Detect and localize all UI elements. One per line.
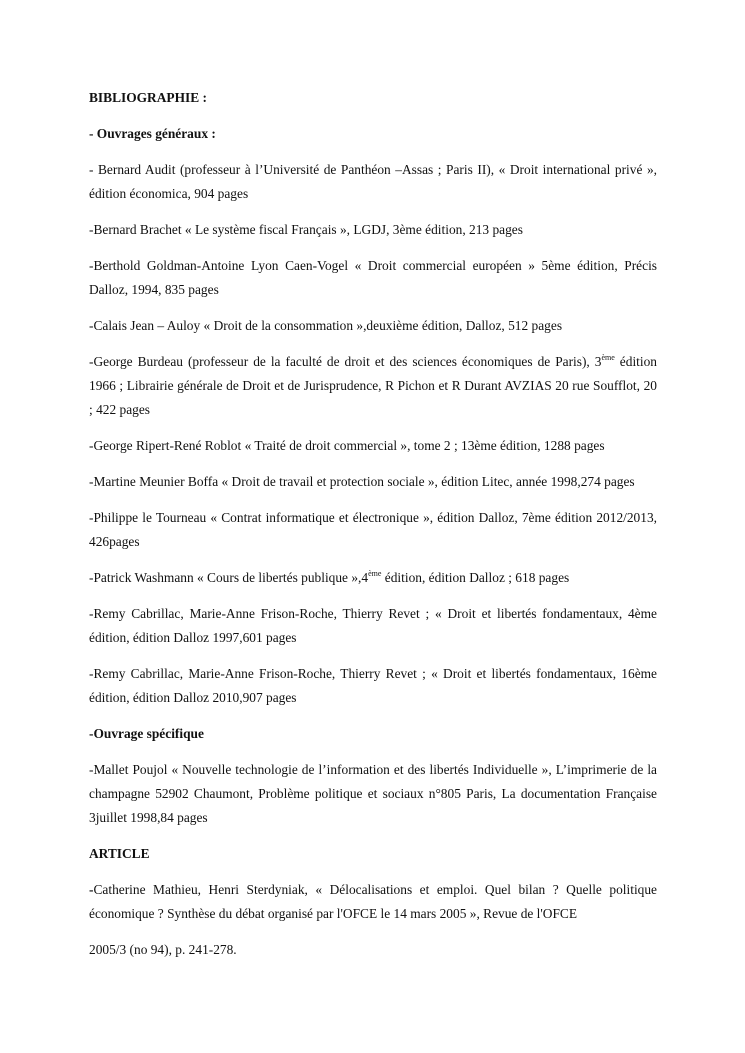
bibliography-entry: -Remy Cabrillac, Marie-Anne Frison-Roche, Thierry Revet ; « Droit et libertés fondamentaux, 4ème édition, édition Dalloz 1997,601 pages (89, 606, 657, 645)
entry-dash: - (89, 882, 94, 897)
bibliography-entry: -Philippe le Tourneau « Contrat informatique et électronique », édition Dalloz, 7ème édition 2012/2013, 426pages (89, 510, 657, 549)
bibliography-entry-article (89, 878, 657, 926)
bibliography-entry-burdeau (89, 350, 657, 422)
bibliography-entry: -Martine Meunier Boffa « Droit de travail et protection sociale », édition Litec, année 1998,274 pages (89, 474, 635, 489)
bibliography-entry: -Calais Jean – Auloy « Droit de la consommation »,deuxième édition, Dalloz, 512 pages (89, 318, 563, 333)
entry-text: Catherine Mathieu, Henri Sterdyniak, « Délocalisations et emploi. Quel bilan ? Quelle politique économique ? Synthèse du débat organisé par l'OFCE le 14 mars 2005 », Revue de l'OFCE (89, 882, 657, 921)
bibliography-entry: - Bernard Audit (professeur à l’Université de Panthéon –Assas ; Paris II), « Droit international privé », édition économica, 904 pages (89, 162, 657, 201)
bibliography-entry: -George Ripert-René Roblot « Traité de droit commercial », tome 2 ; 13ème édition, 1288 pages (89, 438, 605, 453)
entry-text: -George Burdeau (professeur de la faculté de droit et des sciences économiques de Paris), 3 (89, 354, 602, 369)
bibliography-entry-washmann (89, 566, 657, 590)
bibliography-content (89, 86, 657, 974)
bibliography-entry: -Mallet Poujol « Nouvelle technologie de l’information et des libertés Individuelle », L’imprimerie de la champagne 52902 Chaumont, Problème politique et sociaux n°805 Paris, La documentation Française 3juillet 1998,84 pages (89, 762, 657, 825)
article-source: 2005/3 (no 94), p. 241-278. (89, 942, 237, 957)
bibliography-entry: -Remy Cabrillac, Marie-Anne Frison-Roche, Thierry Revet ; « Droit et libertés fondamentaux, 16ème édition, édition Dalloz 2010,907 pages (89, 666, 657, 705)
bibliography-entry: -Berthold Goldman-Antoine Lyon Caen-Vogel « Droit commercial européen » 5ème édition, Précis Dalloz, 1994, 835 pages (89, 258, 657, 297)
section-heading-general: - Ouvrages généraux : (89, 126, 216, 141)
entry-text: édition, édition Dalloz ; 618 pages (381, 570, 570, 585)
ordinal-superscript: ème (601, 353, 615, 362)
section-heading-specific: -Ouvrage spécifique (89, 726, 204, 741)
section-heading-article: ARTICLE (89, 846, 150, 861)
entry-text: édition 1966 ; Librairie générale de Droit et de Jurisprudence, R Pichon et R Durant AVZIAS 20 rue Soufflot, 20 ; 422 pages (89, 354, 657, 417)
page-title: BIBLIOGRAPHIE : (89, 90, 207, 105)
bibliography-entry: -Bernard Brachet « Le système fiscal Français », LGDJ, 3ème édition, 213 pages (89, 222, 523, 237)
entry-text: -Patrick Washmann « Cours de libertés publique »,4 (89, 570, 369, 585)
ordinal-superscript: ème (368, 569, 382, 578)
